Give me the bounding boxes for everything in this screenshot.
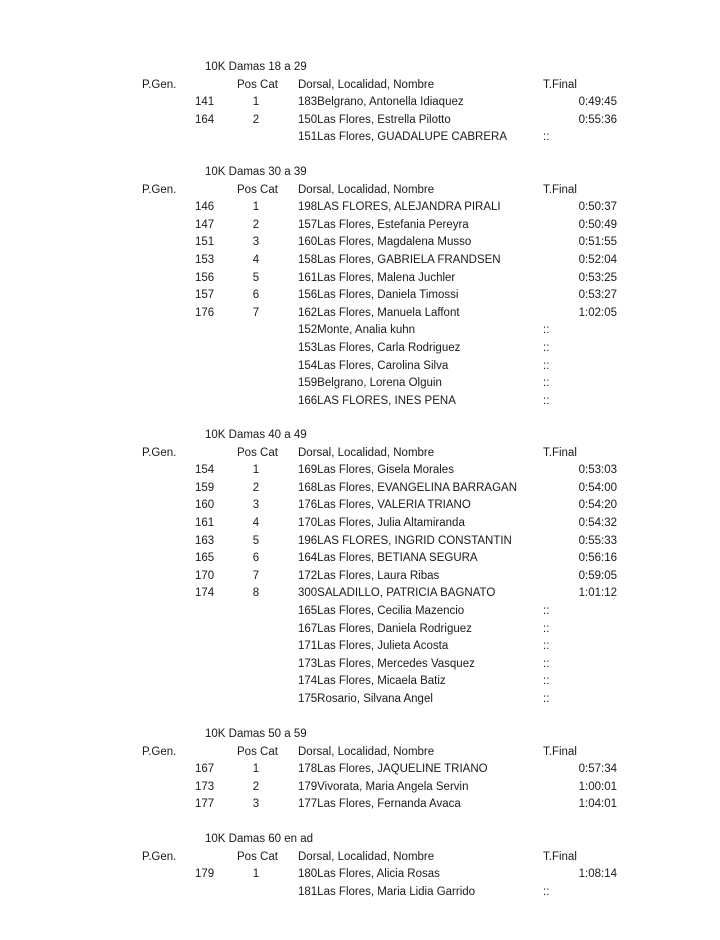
table-row [0, 550, 720, 567]
runner-name: 177Las Flores, Fernanda Avaca [298, 798, 461, 811]
table-row [0, 480, 720, 497]
runner-name: 173Las Flores, Mercedes Vasquez [298, 657, 475, 670]
category-position: 1 [252, 868, 260, 881]
header-time: T.Final [543, 745, 577, 758]
runner-name: 159Belgrano, Lorena Olguin [298, 377, 442, 390]
table-row [0, 375, 720, 392]
category-position: 8 [252, 587, 260, 600]
table-row [0, 112, 720, 129]
category-position: 6 [252, 552, 260, 565]
table-row [0, 462, 720, 479]
header-pos-cat: Pos Cat [237, 446, 278, 459]
runner-name: 175Rosario, Silvana Angel [298, 693, 433, 705]
category-position: 4 [252, 254, 260, 266]
final-time: :: [543, 657, 550, 670]
header-pgen: P.Gen. [142, 183, 177, 196]
category-position: 2 [252, 481, 260, 494]
table-row [0, 585, 720, 602]
column-header-row [0, 77, 720, 94]
table-row [0, 270, 720, 287]
runner-name: 161Las Flores, Malena Juchler [298, 271, 456, 284]
runner-name: 150Las Flores, Estrella Pilotto [298, 113, 451, 126]
header-pos-cat: Pos Cat [237, 745, 278, 758]
general-position: 176 [195, 306, 215, 319]
general-position: 159 [195, 481, 215, 494]
category-title-line [0, 59, 720, 76]
runner-name: 179Vivorata, Maria Angela Servin [298, 780, 469, 793]
final-time: 0:59:05 [578, 569, 617, 582]
category-title: 10K Damas 50 a 59 [205, 728, 307, 740]
table-row [0, 621, 720, 638]
table-row [0, 340, 720, 357]
final-time: 0:55:33 [578, 534, 617, 547]
category-position: 5 [252, 534, 260, 547]
header-pos-cat: Pos Cat [237, 78, 278, 91]
table-row [0, 234, 720, 251]
general-position: 156 [195, 271, 215, 284]
final-time: 0:54:20 [578, 499, 617, 512]
final-time: 0:53:03 [578, 464, 617, 477]
category-position: 2 [252, 113, 260, 126]
table-row [0, 761, 720, 778]
table-row [0, 673, 720, 690]
header-name: Dorsal, Localidad, Nombre [298, 745, 435, 758]
general-position: 173 [195, 780, 215, 793]
general-position: 174 [195, 587, 215, 600]
final-time: 0:53:25 [578, 271, 617, 284]
final-time: :: [543, 377, 550, 390]
table-row [0, 252, 720, 269]
category-title-line [0, 831, 720, 848]
header-name: Dorsal, Localidad, Nombre [298, 183, 435, 196]
header-name: Dorsal, Localidad, Nombre [298, 850, 435, 863]
runner-name: 178Las Flores, JAQUELINE TRIANO [298, 763, 488, 776]
runner-name: 162Las Flores, Manuela Laffont [298, 306, 460, 319]
category-position: 3 [252, 499, 260, 512]
final-time: 1:00:01 [578, 780, 617, 793]
runner-name: 167Las Flores, Daniela Rodriguez [298, 622, 472, 635]
final-time: 0:52:04 [578, 254, 617, 266]
category-title: 10K Damas 30 a 39 [205, 166, 307, 178]
runner-name: 198LAS FLORES, ALEJANDRA PIRALI [298, 201, 501, 214]
category-position: 2 [252, 218, 260, 231]
header-time: T.Final [543, 183, 577, 196]
table-row [0, 129, 720, 146]
general-position: 167 [195, 763, 215, 776]
table-row [0, 199, 720, 216]
header-pgen: P.Gen. [142, 850, 177, 863]
category-position: 2 [252, 780, 260, 793]
final-time: 0:54:32 [578, 517, 617, 529]
header-time: T.Final [543, 78, 577, 91]
general-position: 154 [195, 464, 215, 477]
final-time: 0:51:55 [578, 236, 617, 249]
runner-name: 151Las Flores, GUADALUPE CABRERA [298, 131, 507, 144]
table-row [0, 866, 720, 883]
table-row [0, 217, 720, 234]
runner-name: 196LAS FLORES, INGRID CONSTANTIN [298, 534, 512, 547]
final-time: :: [543, 605, 550, 617]
category-position: 1 [252, 96, 260, 109]
final-time: 0:56:16 [578, 552, 617, 565]
general-position: 141 [195, 96, 215, 109]
final-time: 1:04:01 [578, 798, 617, 811]
header-name: Dorsal, Localidad, Nombre [298, 446, 435, 459]
runner-name: 156Las Flores, Daniela Timossi [298, 289, 459, 302]
runner-name: 172Las Flores, Laura Ribas [298, 569, 440, 582]
category-position: 3 [252, 798, 260, 811]
runner-name: 153Las Flores, Carla Rodriguez [298, 342, 461, 354]
table-row [0, 322, 720, 339]
runner-name: 152Monte, Analia kuhn [298, 324, 416, 337]
general-position: 177 [195, 798, 215, 811]
category-title-line [0, 427, 720, 444]
final-time: 0:57:34 [578, 763, 617, 776]
column-header-row [0, 182, 720, 199]
table-row [0, 393, 720, 410]
category-position: 1 [252, 763, 260, 776]
runner-name: 157Las Flores, Estefania Pereyra [298, 218, 469, 231]
table-row [0, 603, 720, 620]
final-time: :: [543, 675, 550, 688]
final-time: :: [543, 394, 550, 407]
final-time: :: [543, 131, 550, 144]
general-position: 153 [195, 254, 215, 266]
runner-name: 166LAS FLORES, INES PENA [298, 394, 456, 407]
table-row [0, 305, 720, 322]
category-position: 5 [252, 271, 260, 284]
category-position: 1 [252, 464, 260, 477]
final-time: 0:49:45 [578, 96, 617, 109]
category-title: 10K Damas 40 a 49 [205, 429, 307, 441]
header-time: T.Final [543, 446, 577, 459]
runner-name: 300SALADILLO, PATRICIA BAGNATO [298, 587, 496, 600]
category-position: 1 [252, 201, 260, 214]
final-time: :: [543, 885, 550, 898]
table-row [0, 884, 720, 901]
general-position: 147 [195, 218, 215, 231]
runner-name: 158Las Flores, GABRIELA FRANDSEN [298, 254, 501, 266]
runner-name: 165Las Flores, Cecilia Mazencio [298, 605, 465, 617]
runner-name: 183Belgrano, Antonella Idiaquez [298, 96, 464, 109]
general-position: 151 [195, 236, 215, 249]
general-position: 161 [195, 517, 215, 529]
category-title-line [0, 726, 720, 743]
final-time: :: [543, 622, 550, 635]
header-pgen: P.Gen. [142, 745, 177, 758]
general-position: 160 [195, 499, 215, 512]
column-header-row [0, 744, 720, 761]
general-position: 163 [195, 534, 215, 547]
table-row [0, 796, 720, 813]
runner-name: 168Las Flores, EVANGELINA BARRAGAN [298, 481, 518, 494]
category-title: 10K Damas 18 a 29 [205, 61, 307, 73]
general-position: 164 [195, 113, 215, 126]
header-pgen: P.Gen. [142, 446, 177, 459]
table-row [0, 656, 720, 673]
general-position: 170 [195, 569, 215, 582]
final-time: 0:53:27 [578, 289, 617, 302]
final-time: :: [543, 324, 550, 337]
table-row [0, 94, 720, 111]
final-time: 1:08:14 [578, 868, 617, 881]
final-time: :: [543, 693, 550, 705]
table-row [0, 779, 720, 796]
column-header-row [0, 849, 720, 866]
category-title-line [0, 164, 720, 181]
runner-name: 164Las Flores, BETIANA SEGURA [298, 552, 478, 565]
table-row [0, 515, 720, 532]
header-pos-cat: Pos Cat [237, 850, 278, 863]
runner-name: 180Las Flores, Alicia Rosas [298, 868, 440, 881]
category-title: 10K Damas 60 en ad [205, 833, 314, 845]
header-pos-cat: Pos Cat [237, 183, 278, 196]
category-position: 6 [252, 289, 260, 302]
general-position: 157 [195, 289, 215, 302]
runner-name: 181Las Flores, Maria Lidia Garrido [298, 885, 476, 898]
final-time: :: [543, 640, 550, 653]
category-position: 7 [252, 569, 260, 582]
table-row [0, 533, 720, 550]
runner-name: 170Las Flores, Julia Altamiranda [298, 517, 465, 529]
table-row [0, 358, 720, 375]
table-row [0, 691, 720, 708]
final-time: 0:55:36 [578, 113, 617, 126]
general-position: 146 [195, 201, 215, 214]
header-name: Dorsal, Localidad, Nombre [298, 78, 435, 91]
header-time: T.Final [543, 850, 577, 863]
category-position: 7 [252, 306, 260, 319]
category-position: 3 [252, 236, 260, 249]
final-time: 0:50:37 [578, 201, 617, 214]
header-pgen: P.Gen. [142, 78, 177, 91]
final-time: :: [543, 359, 550, 372]
general-position: 165 [195, 552, 215, 565]
table-row [0, 497, 720, 514]
final-time: :: [543, 342, 550, 354]
category-position: 4 [252, 517, 260, 529]
final-time: 1:02:05 [578, 306, 617, 319]
table-row [0, 287, 720, 304]
runner-name: 160Las Flores, Magdalena Musso [298, 236, 472, 249]
runner-name: 171Las Flores, Julieta Acosta [298, 640, 449, 653]
table-row [0, 568, 720, 585]
final-time: 1:01:12 [578, 587, 617, 600]
final-time: 0:54:00 [578, 481, 617, 494]
runner-name: 154Las Flores, Carolina Silva [298, 359, 449, 372]
runner-name: 176Las Flores, VALERIA TRIANO [298, 499, 471, 512]
column-header-row [0, 445, 720, 462]
table-row [0, 638, 720, 655]
general-position: 179 [195, 868, 215, 881]
final-time: 0:50:49 [578, 218, 617, 231]
runner-name: 169Las Flores, Gisela Morales [298, 464, 454, 477]
runner-name: 174Las Flores, Micaela Batiz [298, 675, 446, 688]
